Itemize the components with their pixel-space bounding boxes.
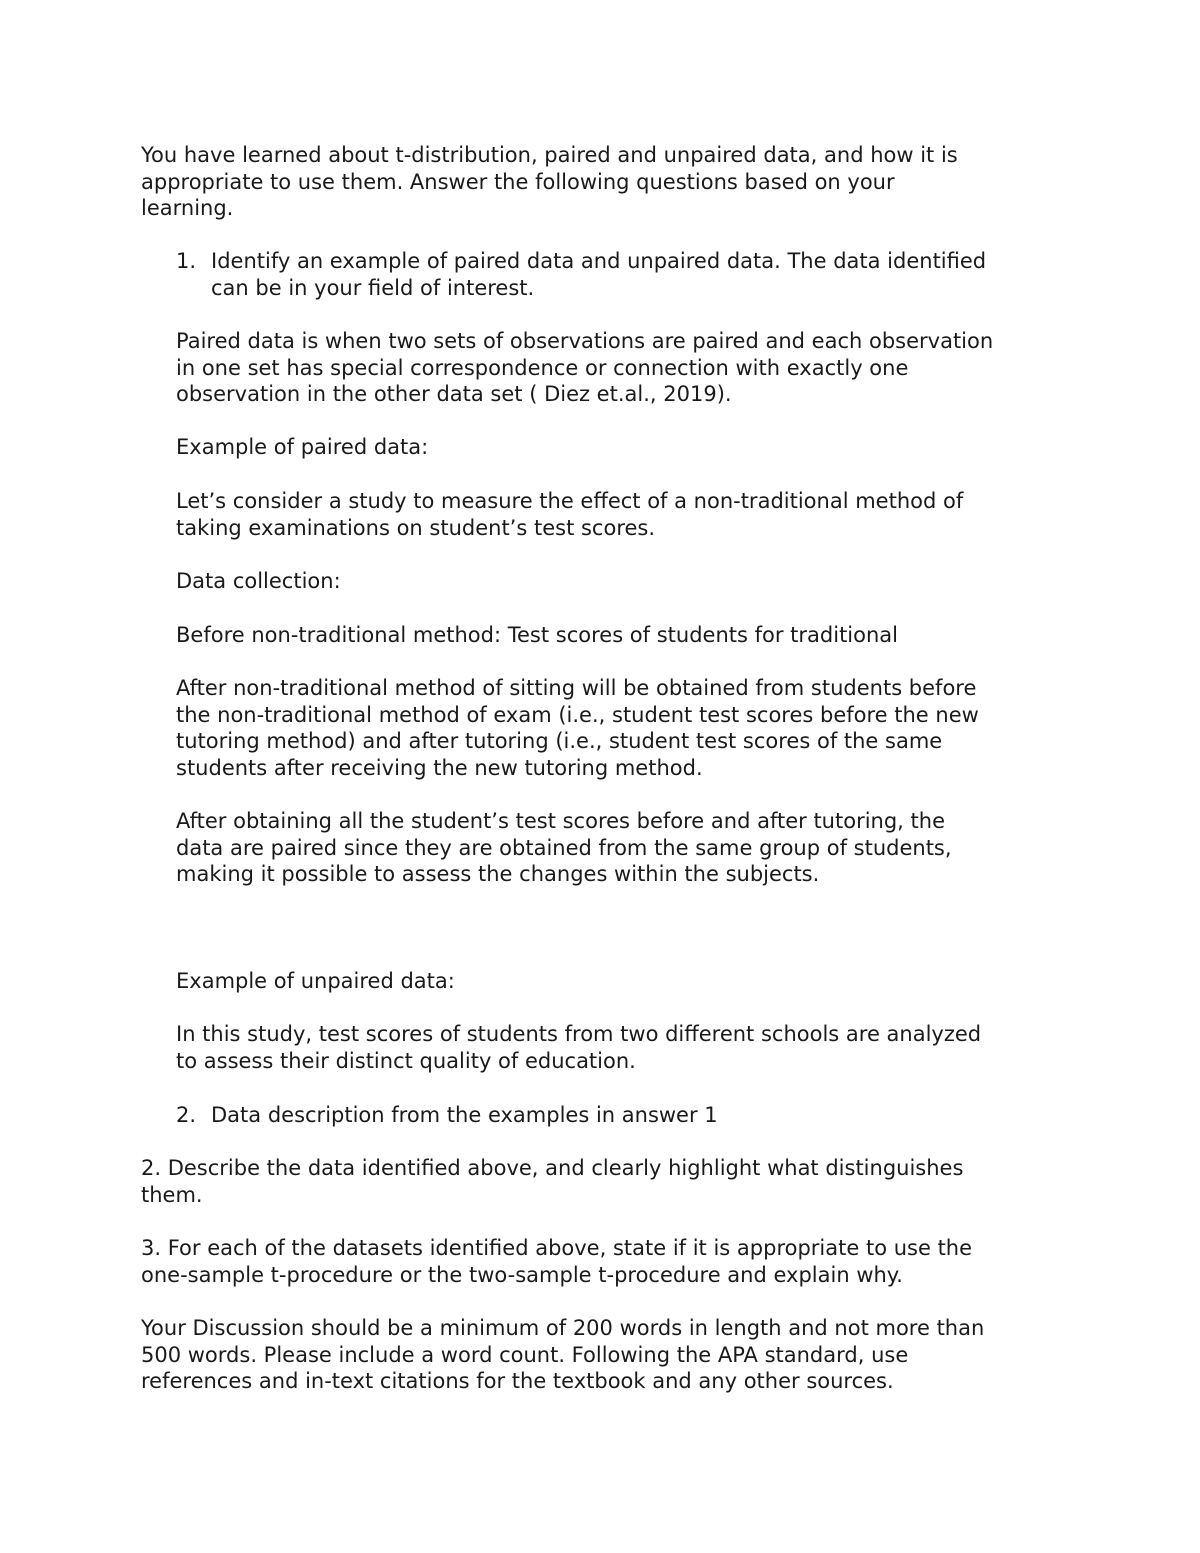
after-obtaining <box>176 808 952 888</box>
before-method: Before non-traditional method: Test scores of students for traditional <box>176 623 898 647</box>
data-collection-heading: Data collection: <box>176 569 341 593</box>
after-obtaining-line: data are paired since they are obtained from the same group of students, <box>176 835 952 860</box>
unpaired-study-line: In this study, test scores of students from two different schools are analyzed <box>176 1022 982 1046</box>
paired-study-line: Let’s consider a study to measure the effect of a non-traditional method of <box>176 489 964 513</box>
question-1-line: Identify an example of paired data and unpaired data. The data identified <box>211 249 987 273</box>
intro-line: learning. <box>141 196 234 220</box>
requirements-line: Your Discussion should be a minimum of 200 words in length and not more than <box>141 1316 985 1340</box>
paired-study-line: taking examinations on student’s test scores. <box>176 515 656 540</box>
after-obtaining-line: making it possible to assess the changes within the subjects. <box>176 862 820 886</box>
unpaired-example-heading: Example of unpaired data: <box>176 969 455 993</box>
paired-definition-line: in one set has special correspondence or connection with exactly one <box>176 355 909 380</box>
after-method-line: the non-traditional method of exam (i.e., student test scores before the new <box>176 702 979 727</box>
intro-line: You have learned about t-distribution, paired and unpaired data, and how it is <box>141 143 958 167</box>
unpaired-study <box>176 1021 981 1074</box>
question-2 <box>141 1155 963 1208</box>
list-marker-1: 1. <box>176 249 197 273</box>
intro-paragraph <box>141 142 958 222</box>
after-method-line: students after receiving the new tutoring method. <box>176 755 703 780</box>
paired-definition-line: Paired data is when two sets of observations are paired and each observation <box>176 329 994 353</box>
paired-study <box>176 488 963 541</box>
question-3-line: one-sample t-procedure or the two-sample t-procedure and explain why. <box>141 1262 903 1287</box>
question-3 <box>141 1235 972 1288</box>
after-method-line: tutoring method) and after tutoring (i.e., student test scores of the same <box>176 729 943 753</box>
paired-example-heading: Example of paired data: <box>176 435 429 459</box>
question-2-line: them. <box>141 1182 203 1207</box>
question-3-line: 3. For each of the datasets identified above, state if it is appropriate to use the <box>141 1236 973 1260</box>
paired-definition-line: observation in the other data set ( Diez et.al., 2019). <box>176 382 732 406</box>
question-1 <box>211 248 986 301</box>
requirements-line: 500 words. Please include a word count. Following the APA standard, use <box>141 1342 909 1367</box>
after-method <box>176 675 979 781</box>
paired-definition <box>176 328 993 408</box>
list-marker-2: 2. <box>176 1103 197 1127</box>
unpaired-study-line: to assess their distinct quality of education. <box>176 1048 636 1073</box>
requirements-paragraph <box>141 1315 984 1395</box>
data-description-item: Data description from the examples in answer 1 <box>211 1103 718 1127</box>
after-method-line: After non-traditional method of sitting will be obtained from students before <box>176 676 977 700</box>
requirements-line: references and in-text citations for the textbook and any other sources. <box>141 1369 894 1393</box>
question-2-line: 2. Describe the data identified above, and clearly highlight what distinguishes <box>141 1156 964 1180</box>
after-obtaining-line: After obtaining all the student’s test scores before and after tutoring, the <box>176 809 945 833</box>
intro-line: appropriate to use them. Answer the following questions based on your <box>141 169 895 194</box>
question-1-line: can be in your field of interest. <box>211 275 535 300</box>
